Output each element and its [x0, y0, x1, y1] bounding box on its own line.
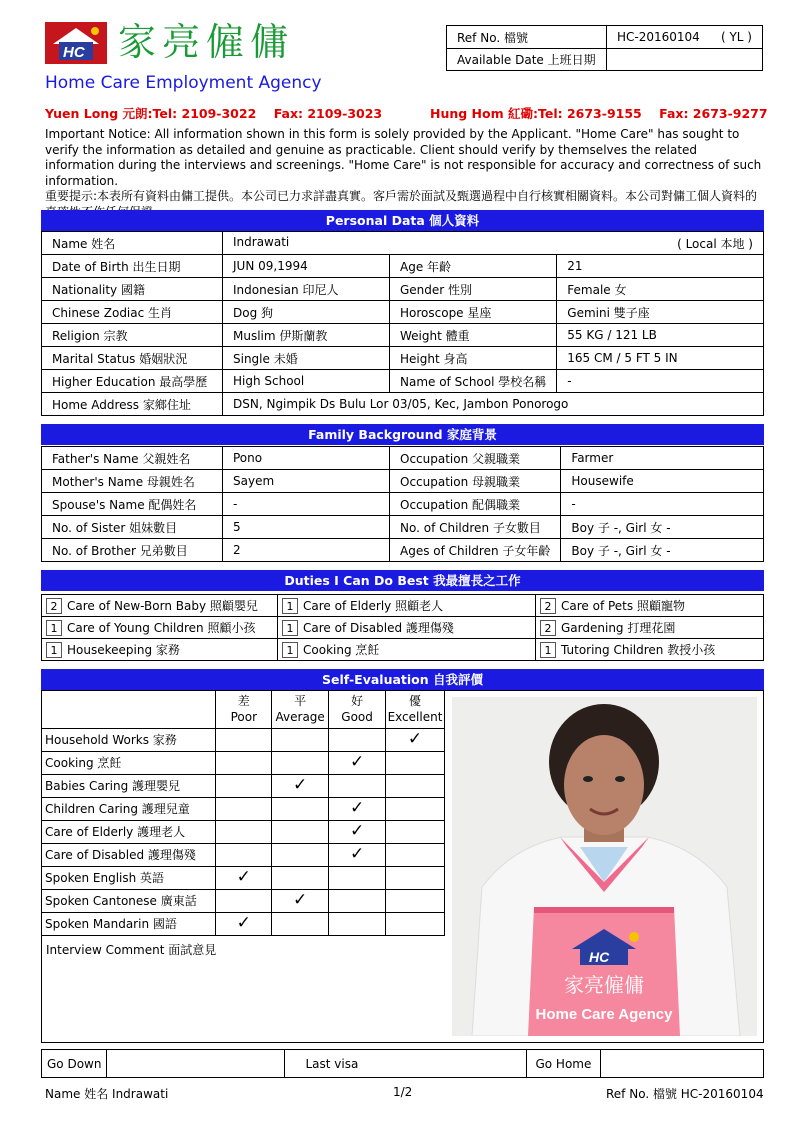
personal-row — [42, 278, 764, 301]
personal-label-1: Date of Birth 出生日期 — [42, 255, 223, 278]
rating-cell — [385, 728, 444, 751]
rating-cell — [272, 889, 329, 912]
duty-label: Care of New-Born Baby 照顧嬰兒 — [67, 599, 258, 613]
rating-cell — [329, 797, 386, 820]
rating-cell — [385, 751, 444, 774]
rating-cell — [385, 820, 444, 843]
personal-label-2: Age 年齡 — [390, 255, 557, 278]
check-mark-icon: ✓ — [293, 890, 308, 910]
family-row — [42, 493, 764, 516]
branch-hung-hom: Hung Hom 紅磡:Tel: 2673-9155 Fax: 2673-9277 — [430, 106, 768, 121]
rating-cell — [385, 774, 444, 797]
applicant-portrait — [452, 697, 757, 1036]
self-eval-header: Self-Evaluation 自我評價 — [41, 669, 764, 690]
family-value-2: Boy 子 -, Girl 女 - — [561, 539, 764, 562]
logo-chinese-name: 家亮僱傭 — [118, 20, 295, 64]
duty-cell — [42, 595, 278, 617]
family-value-2: Housewife — [561, 470, 764, 493]
rating-cell — [385, 843, 444, 866]
family-label-2: Occupation 母親職業 — [390, 470, 561, 493]
personal-row — [42, 255, 764, 278]
family-row — [42, 539, 764, 562]
duty-label: Tutoring Children 教授小孩 — [561, 643, 716, 657]
self-eval-row — [41, 797, 445, 820]
rating-cell — [272, 728, 329, 751]
duty-rank-badge: 1 — [540, 642, 556, 658]
ref-label: Ref No. 檔號 — [447, 26, 607, 49]
duty-cell — [536, 595, 764, 617]
rating-cell — [216, 774, 272, 797]
personal-label-1: Higher Education 最高學歷 — [42, 370, 223, 393]
rating-header-zh: 平 — [294, 693, 307, 708]
duty-label: Care of Disabled 護理傷殘 — [303, 621, 454, 635]
rating-header-zh: 優 — [408, 693, 421, 708]
duty-label: Care of Young Children 照顧小孩 — [67, 621, 256, 635]
personal-value-1: Muslim 伊斯蘭教 — [223, 324, 390, 347]
personal-value-2: Gemini 雙子座 — [557, 301, 764, 324]
skill-label: Spoken Cantonese 廣東話 — [41, 889, 216, 912]
svg-text:HC: HC — [589, 949, 610, 965]
applicant-photo — [452, 697, 757, 1036]
family-value-2: - — [561, 493, 764, 516]
duty-label: Care of Elderly 照顧老人 — [303, 599, 444, 613]
check-mark-icon: ✓ — [293, 775, 308, 795]
rating-cell — [216, 797, 272, 820]
duty-rank-badge: 1 — [46, 620, 62, 636]
svg-text:HC: HC — [63, 44, 85, 61]
skill-label: Spoken Mandarin 國語 — [41, 912, 216, 935]
rating-cell — [329, 889, 386, 912]
agency-name: Home Care Employment Agency — [45, 73, 322, 93]
check-mark-icon: ✓ — [236, 867, 251, 887]
family-value-1: 5 — [223, 516, 390, 539]
family-background-header: Family Background 家庭背景 — [41, 424, 764, 445]
branch-yuen-long: Yuen Long 元朗:Tel: 2109-3022 Fax: 2109-3023 — [45, 106, 383, 121]
personal-label-2: Gender 性別 — [390, 278, 557, 301]
rating-cell — [216, 751, 272, 774]
rating-cell — [272, 843, 329, 866]
duty-cell — [278, 617, 536, 639]
skill-label: Babies Caring 護理嬰兒 — [41, 774, 216, 797]
address-value: DSN, Ngimpik Ds Bulu Lor 03/05, Kec, Jambon Ponorogo — [223, 393, 764, 416]
duty-cell — [278, 639, 536, 661]
check-mark-icon: ✓ — [407, 729, 423, 749]
footer-ref: Ref No. 檔號 HC-20160104 — [606, 1087, 764, 1101]
duty-label: Care of Pets 照顧寵物 — [561, 599, 685, 613]
personal-data-header: Personal Data 個人資料 — [41, 210, 764, 231]
rating-header-zh: 差 — [237, 693, 250, 708]
duty-row — [42, 595, 764, 617]
personal-label-1: Religion 宗教 — [42, 324, 223, 347]
self-eval-header-row — [41, 690, 445, 728]
duties-header: Duties I Can Do Best 我最擅長之工作 — [41, 570, 764, 591]
go-home-value — [601, 1050, 764, 1078]
rating-cell — [272, 774, 329, 797]
rating-cell — [272, 912, 329, 935]
interview-comment-label: Interview Comment 面試意見 — [46, 943, 217, 957]
rating-cell — [272, 751, 329, 774]
important-notice — [45, 127, 763, 220]
ref-table — [446, 25, 763, 71]
duty-label: Housekeeping 家務 — [67, 643, 180, 657]
rating-cell — [272, 797, 329, 820]
personal-label-2: Name of School 學校名稱 — [390, 370, 557, 393]
notice-chinese: 重要提示:本表所有資料由傭工提供。本公司已力求詳盡真實。客戶需於面試及甄選過程中自行核實相關資料。本公司對傭工個人資料的 — [45, 189, 758, 203]
rating-header-en: Good — [341, 709, 373, 724]
go-down-value — [107, 1050, 285, 1078]
rating-cell — [329, 820, 386, 843]
duty-cell — [278, 595, 536, 617]
family-label-1: No. of Brother 兄弟數目 — [42, 539, 223, 562]
rating-cell — [329, 843, 386, 866]
footer-name: Name 姓名 Indrawati — [45, 1087, 169, 1101]
check-mark-icon: ✓ — [349, 821, 365, 841]
duty-rank-badge: 2 — [46, 598, 62, 614]
rating-cell — [385, 866, 444, 889]
personal-row — [42, 370, 764, 393]
self-eval-row — [41, 728, 445, 751]
self-eval-row — [41, 774, 445, 797]
personal-value-1: Single 未婚 — [223, 347, 390, 370]
family-value-1: 2 — [223, 539, 390, 562]
name-label: Name 姓名 — [42, 232, 223, 255]
check-mark-icon: ✓ — [236, 913, 251, 933]
personal-value-2: 165 CM / 5 FT 5 IN — [557, 347, 764, 370]
rating-cell — [329, 866, 386, 889]
rating-cell — [272, 866, 329, 889]
footer-page: 1/2 — [393, 1085, 413, 1099]
family-label-1: No. of Sister 姐妹數目 — [42, 516, 223, 539]
ref-value: HC-20160104 ( YL ) — [607, 26, 763, 49]
go-down-label: Go Down — [42, 1050, 107, 1078]
agency-logo — [45, 22, 107, 64]
skill-label: Children Caring 護理兒童 — [41, 797, 216, 820]
rating-cell — [385, 797, 444, 820]
self-eval-row — [41, 751, 445, 774]
skill-label: Household Works 家務 — [41, 728, 216, 751]
duty-label: Gardening 打理花園 — [561, 621, 676, 635]
family-row — [42, 447, 764, 470]
duty-row — [42, 617, 764, 639]
personal-label-1: Nationality 國籍 — [42, 278, 223, 301]
rating-cell — [216, 728, 272, 751]
rating-cell — [329, 774, 386, 797]
rating-cell — [216, 866, 272, 889]
family-value-1: Sayem — [223, 470, 390, 493]
personal-label-1: Chinese Zodiac 生肖 — [42, 301, 223, 324]
personal-value-1: Dog 狗 — [223, 301, 390, 324]
rating-cell — [329, 751, 386, 774]
rating-column-header — [329, 690, 386, 728]
personal-label-1: Marital Status 婚姻狀況 — [42, 347, 223, 370]
logo-house-icon — [45, 22, 107, 64]
personal-label-2: Weight 體重 — [390, 324, 557, 347]
personal-value-2: 21 — [557, 255, 764, 278]
personal-value-1: Indonesian 印尼人 — [223, 278, 390, 301]
rating-cell — [216, 889, 272, 912]
personal-value-1: JUN 09,1994 — [223, 255, 390, 278]
address-row — [42, 393, 764, 416]
rating-column-header — [385, 690, 444, 728]
duty-rank-badge: 1 — [282, 642, 298, 658]
self-eval-row — [41, 820, 445, 843]
rating-cell — [272, 820, 329, 843]
personal-label-2: Horoscope 星座 — [390, 301, 557, 324]
rating-header-en: Poor — [230, 709, 258, 724]
skill-label: Cooking 烹飪 — [41, 751, 216, 774]
skill-label: Care of Disabled 護理傷殘 — [41, 843, 216, 866]
rating-cell — [329, 728, 386, 751]
family-label-2: Occupation 配偶職業 — [390, 493, 561, 516]
duty-row — [42, 639, 764, 661]
self-eval-table — [41, 690, 445, 936]
rating-cell — [329, 912, 386, 935]
notice-english: Important Notice: All information shown in this form is solely provided by the Applicant. "Home Care" has sought to verify the information as detailed and genuine as practicable. Client should verify by themselves the related information during the interviews and screenings. "Home Care" is not responsible for accuracy and correctness of such information. — [45, 127, 762, 188]
personal-row — [42, 324, 764, 347]
duty-rank-badge: 2 — [540, 620, 556, 636]
family-row — [42, 470, 764, 493]
rating-cell — [216, 912, 272, 935]
self-eval-row — [41, 843, 445, 866]
skill-label: Care of Elderly 護理老人 — [41, 820, 216, 843]
family-table — [41, 446, 764, 562]
rating-column-header — [216, 690, 272, 728]
family-label-2: Occupation 父親職業 — [390, 447, 561, 470]
duty-cell — [42, 639, 278, 661]
self-eval-row — [41, 866, 445, 889]
check-mark-icon: ✓ — [349, 844, 365, 864]
duty-cell — [42, 617, 278, 639]
family-value-1: Pono — [223, 447, 390, 470]
name-value: Indrawati ( Local 本地 ) — [223, 232, 764, 255]
family-label-1: Spouse's Name 配偶姓名 — [42, 493, 223, 516]
rating-column-header — [272, 690, 329, 728]
duty-cell — [536, 617, 764, 639]
personal-row — [42, 347, 764, 370]
rating-cell — [216, 820, 272, 843]
duty-rank-badge: 1 — [46, 642, 62, 658]
available-date-value — [607, 49, 763, 71]
skill-label: Spoken English 英語 — [41, 866, 216, 889]
rating-cell — [385, 889, 444, 912]
check-mark-icon: ✓ — [349, 752, 365, 772]
rating-cell — [216, 843, 272, 866]
rating-cell — [385, 912, 444, 935]
rating-header-zh: 好 — [351, 693, 364, 708]
personal-value-2: Female 女 — [557, 278, 764, 301]
family-value-2: Farmer — [561, 447, 764, 470]
rating-header-en: Average — [275, 709, 325, 724]
apron-chinese-text: 家亮僱傭 — [564, 973, 644, 997]
personal-value-2: - — [557, 370, 764, 393]
duty-rank-badge: 1 — [282, 620, 298, 636]
duties-table — [41, 594, 764, 661]
family-value-2: Boy 子 -, Girl 女 - — [561, 516, 764, 539]
family-label-2: Ages of Children 子女年齡 — [390, 539, 561, 562]
self-eval-row — [41, 912, 445, 935]
family-value-1: - — [223, 493, 390, 516]
check-mark-icon: ✓ — [349, 798, 365, 818]
family-label-1: Mother's Name 母親姓名 — [42, 470, 223, 493]
personal-row — [42, 301, 764, 324]
duty-cell — [536, 639, 764, 661]
duty-label: Cooking 烹飪 — [303, 643, 380, 657]
address-label: Home Address 家鄉住址 — [42, 393, 223, 416]
personal-value-1: High School — [223, 370, 390, 393]
apron-english-text: Home Care Agency — [535, 1006, 673, 1023]
rating-header-en: Excellent — [387, 709, 443, 724]
personal-value-2: 55 KG / 121 LB — [557, 324, 764, 347]
personal-data-table — [41, 231, 764, 416]
duty-rank-badge: 2 — [540, 598, 556, 614]
go-home-label: Go Home — [527, 1050, 601, 1078]
duty-rank-badge: 1 — [282, 598, 298, 614]
self-eval-row — [41, 889, 445, 912]
personal-label-2: Height 身高 — [390, 347, 557, 370]
available-date-label: Available Date 上班日期 — [447, 49, 607, 71]
family-label-2: No. of Children 子女數目 — [390, 516, 561, 539]
family-row — [42, 516, 764, 539]
family-label-1: Father's Name 父親姓名 — [42, 447, 223, 470]
last-visa-label: Last visa — [285, 1050, 527, 1078]
name-row — [42, 232, 764, 255]
bottom-table — [41, 1049, 764, 1078]
